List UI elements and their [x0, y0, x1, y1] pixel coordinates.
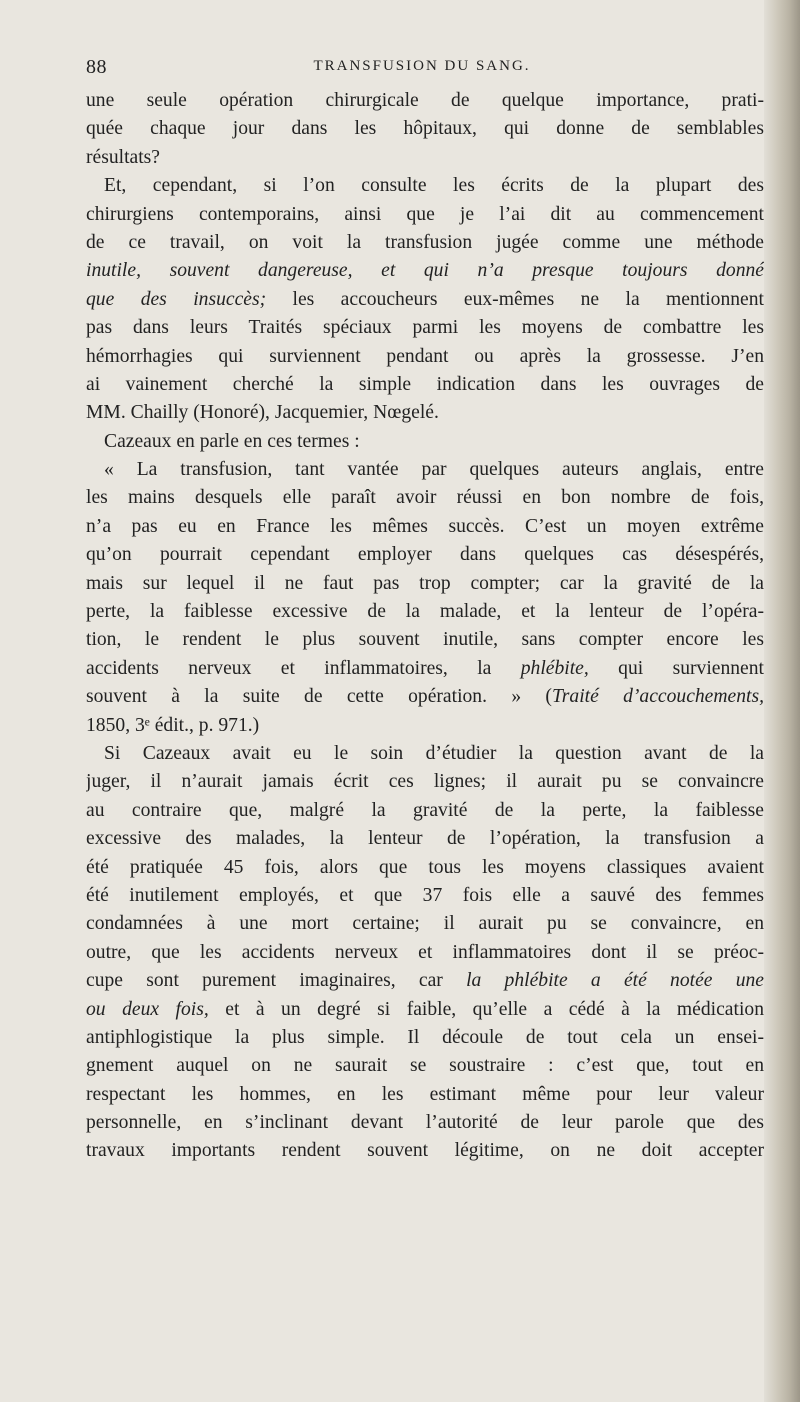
text-segment: tion, le rendent le plus souvent inutile, sans compter encore les [86, 629, 764, 651]
text-line [86, 144, 764, 172]
text-segment: Et, cependant, si l’on consulte les écrits de la plupart des [104, 175, 764, 197]
text-line [86, 570, 764, 598]
text-segment: juger, il n’aurait jamais écrit ces lignes; il aurait pu se convaincre [86, 771, 764, 793]
text-segment: résultats? [86, 146, 160, 168]
page-edge-shadow [764, 0, 800, 1402]
text-segment: mais sur lequel il ne faut pas trop compter; car la gravité de la [86, 572, 764, 594]
text-segment: respectant les hommes, en les estimant même pour leur valeur [86, 1083, 764, 1105]
text-line [86, 201, 764, 229]
italic-segment: ou deux fois, [86, 998, 209, 1020]
text-segment: cupe sont purement imaginaires, car [86, 970, 467, 992]
text-line [86, 910, 764, 938]
text-segment: chirurgiens contemporains, ainsi que je l’ai dit au commencement [86, 203, 764, 225]
text-line [86, 882, 764, 910]
text-line [86, 939, 764, 967]
text-line [86, 87, 764, 115]
italic-segment: Traité d’accouchements, [551, 686, 764, 708]
text-segment: les accoucheurs eux-mêmes ne la mentionnent [266, 288, 764, 310]
page-header [86, 56, 758, 86]
text-line [86, 172, 764, 200]
text-line [86, 967, 764, 995]
italic-segment: la phlébite a été notée une [466, 970, 764, 992]
text-line [86, 428, 764, 456]
text-line [86, 115, 764, 143]
text-segment: pas dans leurs Traités spéciaux parmi les moyens de combattre les [86, 317, 764, 339]
text-line [86, 343, 764, 371]
text-segment: Si Cazeaux avait eu le soin d’étudier la question avant de la [104, 742, 764, 764]
text-line [86, 286, 764, 314]
text-line [86, 371, 764, 399]
text-line [86, 484, 764, 512]
text-line [86, 1137, 764, 1165]
text-segment: excessive des malades, la lenteur de l’opération, la transfusion a [86, 828, 764, 850]
text-segment: qu’on pourrait cependant employer dans quelques cas désespérés, [86, 544, 764, 566]
text-line [86, 740, 764, 768]
text-segment: qui surviennent [588, 657, 764, 679]
text-segment: une seule opération chirurgicale de quelque importance, prati- [86, 90, 764, 111]
text-line [86, 996, 764, 1024]
text-line [86, 797, 764, 825]
text-segment: été pratiquée 45 fois, alors que tous les moyens classiques avaient [86, 856, 764, 878]
text-segment: personnelle, en s’inclinant devant l’autorité de leur parole que des [86, 1112, 764, 1134]
italic-segment: phlébite, [520, 657, 589, 679]
text-line [86, 513, 764, 541]
text-line [86, 541, 764, 569]
text-segment: les mains desquels elle paraît avoir réussi en bon nombre de fois, [86, 487, 764, 509]
text-segment: hémorrhagies qui surviennent pendant ou après la grossesse. J’en [86, 345, 764, 367]
text-segment: 1850, 3ᵉ édit., p. 971.) [86, 714, 260, 736]
text-segment: antiphlogistique la plus simple. Il découle de tout cela un ensei- [86, 1026, 764, 1048]
text-line [86, 626, 764, 654]
text-line [86, 456, 764, 484]
text-line [86, 1109, 764, 1137]
text-line [86, 399, 764, 427]
text-line [86, 1024, 764, 1052]
text-segment: n’a pas eu en France les mêmes succès. C’est un moyen extrême [86, 515, 764, 537]
text-segment: au contraire que, malgré la gravité de la perte, la faiblesse [86, 799, 764, 821]
text-segment: inutile, souvent dangereuse, et qui n’a presque toujours donné [86, 260, 764, 282]
text-segment: quée chaque jour dans les hôpitaux, qui donne de semblables [86, 118, 764, 140]
text-line [86, 1081, 764, 1109]
text-segment: accidents nerveux et inflammatoires, la [86, 657, 521, 679]
text-line [86, 683, 764, 711]
text-line [86, 854, 764, 882]
text-line [86, 825, 764, 853]
text-segment: « La transfusion, tant vantée par quelques auteurs anglais, entre [104, 459, 764, 481]
text-segment: outre, que les accidents nerveux et inflammatoires dont il se préoc- [86, 941, 764, 963]
text-segment: perte, la faiblesse excessive de la malade, et la lenteur de l’opéra- [86, 601, 764, 623]
text-line [86, 229, 764, 257]
text-segment: et à un degré si faible, qu’elle a cédé à la médication [208, 998, 764, 1020]
text-segment: de ce travail, on voit la transfusion jugée comme une méthode [86, 231, 764, 253]
text-segment: souvent à la suite de cette opération. » ( [86, 686, 552, 708]
text-line [86, 712, 764, 740]
text-segment: condamnées à une mort certaine; il aurait pu se convaincre, en [86, 913, 764, 935]
text-segment: Cazeaux en parle en ces termes : [104, 430, 360, 452]
text-line [86, 768, 764, 796]
italic-segment: que des insuccès; [86, 288, 267, 310]
text-segment: été inutilement employés, et que 37 fois elle a sauvé des femmes [86, 884, 764, 906]
text-segment: MM. Chailly (Honoré), Jacquemier, Nœgelé. [86, 402, 439, 424]
text-line [86, 1052, 764, 1080]
running-title: TRANSFUSION DU SANG. [313, 58, 531, 74]
body-text [86, 87, 764, 1166]
text-line [86, 655, 764, 683]
text-line [86, 257, 764, 285]
text-line [86, 598, 764, 626]
page-number: 88 [86, 56, 107, 78]
text-line [86, 314, 764, 342]
text-segment: travaux importants rendent souvent légitime, on ne doit accepter [86, 1140, 764, 1162]
text-segment: gnement auquel on ne saurait se soustraire : c’est que, tout en [86, 1055, 764, 1077]
text-segment: ai vainement cherché la simple indication dans les ouvrages de [86, 373, 764, 395]
